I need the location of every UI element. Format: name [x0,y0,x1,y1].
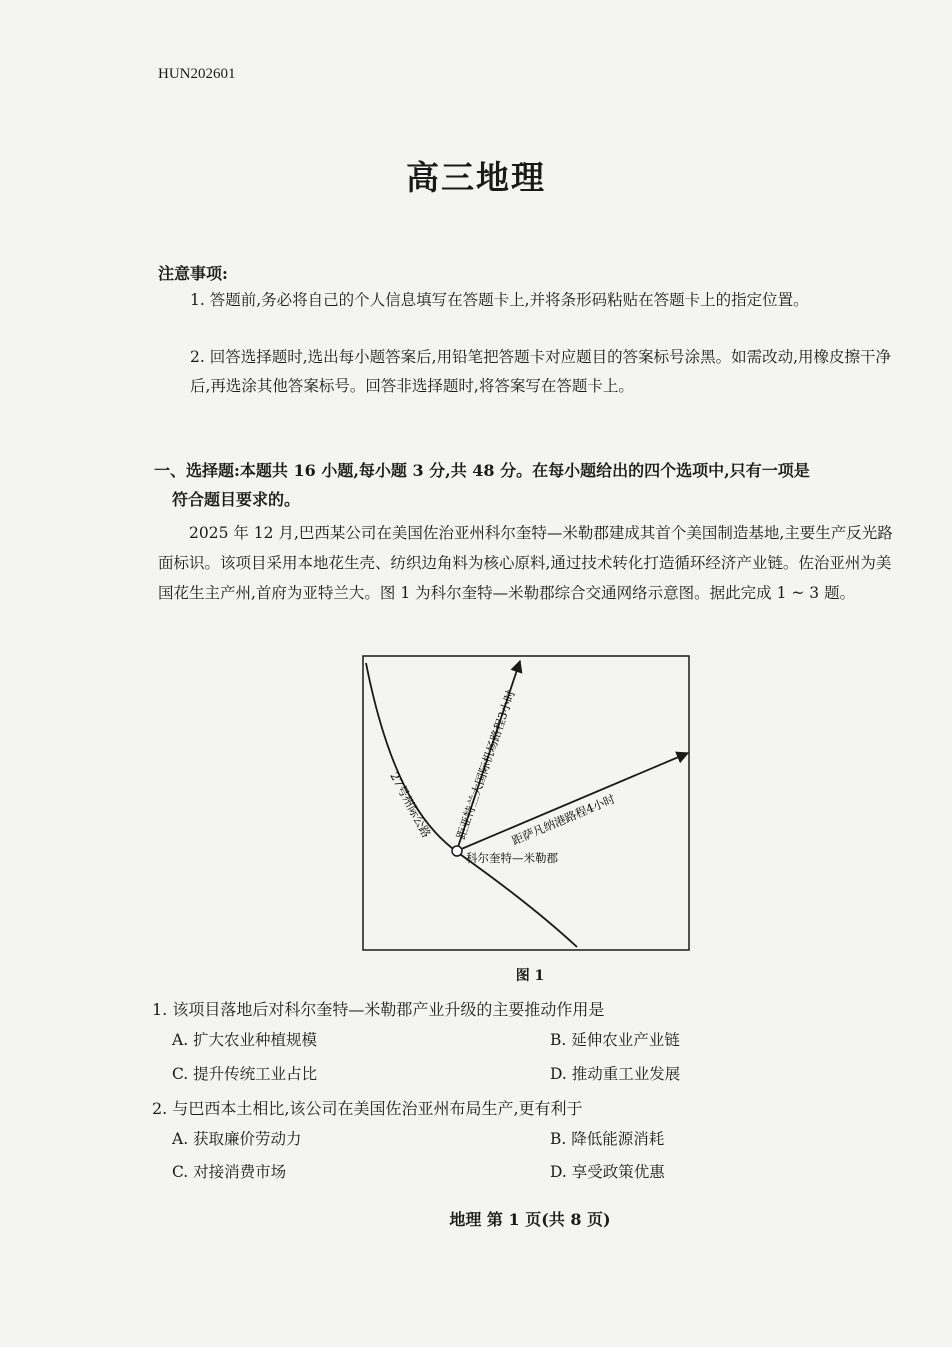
passage: 2025 年 12 月,巴西某公司在美国佐治亚州科尔奎特—米勒郡建成其首个美国制造基地,主要生产反光路面标识。该项目采用本地花生壳、纺织边角料为核心原料,通过技术转化打造循环经济产业链。佐治亚州为美国花生主产州,首府为亚特兰大。图 1 为科尔奎特—米勒郡综合交通网络示意图。据此完成 1 ~ 3 题。 [158,524,893,602]
section-line-1: 一、选择题:本题共 16 小题,每小题 3 分,共 48 分。在每小题给出的四个选项中,只有一项是 [154,461,810,480]
question-2-option-c: C. 对接消费市场 [172,1163,287,1181]
question-2-option-d: D. 享受政策优惠 [550,1163,665,1181]
figure-caption: 图 1 [515,968,545,984]
county-marker [452,846,462,856]
notice-item-2: 2. 回答选择题时,选出每小题答案后,用铅笔把答题卡对应题目的答案标号涂黑。如需改动,用橡皮擦干净后,再选涂其他答案标号。回答非选择题时,将答案写在答题卡上。 [190,348,891,395]
paper-code: HUN202601 [158,66,236,82]
section-heading [154,456,902,514]
question-1-option-b: B. 延伸农业产业链 [550,1031,680,1049]
section-line-2: 符合题目要求的。 [172,490,301,509]
question-1-option-a: A. 扩大农业种植规模 [172,1031,318,1049]
label-interstate-27: 27号州际公路 [387,769,434,841]
question-2-option-b: B. 降低能源消耗 [550,1130,665,1148]
question-1-option-d: D. 推动重工业发展 [550,1065,681,1083]
notice-item-1: 1. 答题前,务必将自己的个人信息填写在答题卡上,并将条形码粘贴在答题卡上的指定位置。 [190,291,809,309]
page-title: 高三地理 [406,158,546,197]
question-2-stem: 2. 与巴西本土相比,该公司在美国佐治亚州布局生产,更有利于 [152,1099,583,1118]
question-1-option-c: C. 提升传统工业占比 [172,1065,318,1083]
transport-network-figure [362,655,690,951]
label-port-distance: 距萨凡纳港路程4小时 [509,791,618,848]
label-county: 科尔奎特—米勒郡 [466,851,558,865]
notice-heading: 注意事项: [158,264,228,283]
label-airport-distance: 距亚特兰大国际机场路程3小时 [453,688,518,841]
port-arrow [459,753,688,850]
page-footer: 地理 第 1 页(共 8 页) [449,1210,611,1229]
question-2-option-a: A. 获取廉价劳动力 [172,1130,302,1148]
question-1-stem: 1. 该项目落地后对科尔奎特—米勒郡产业升级的主要推动作用是 [152,1000,605,1019]
